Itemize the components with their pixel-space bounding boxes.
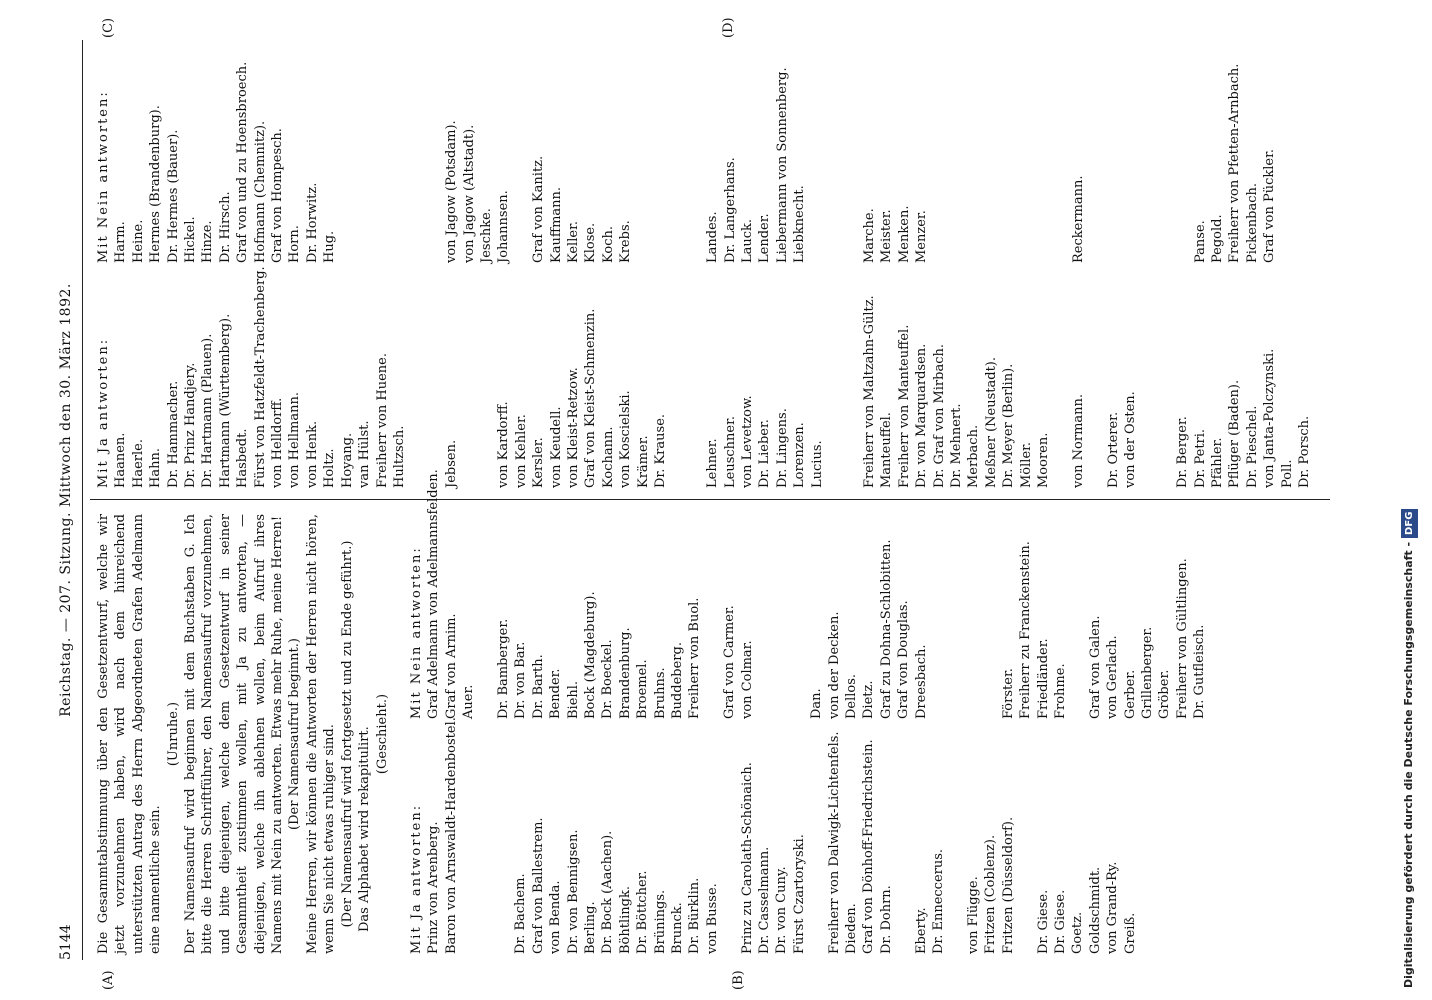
name-entry: Dr. von Bar. xyxy=(513,641,529,719)
name-entry: Freiherr von Pfetten-Arnbach. xyxy=(1227,63,1243,263)
name-entry: Dietz. xyxy=(861,680,877,719)
name-entry: Friedländer. xyxy=(1035,638,1051,719)
right-column xyxy=(95,43,1335,488)
name-entry: von Normann. xyxy=(1070,393,1086,488)
name-entry: Dan. xyxy=(809,688,825,719)
name-entry: Graf von Hompesch. xyxy=(270,128,286,263)
name-entry: Greiß. xyxy=(1122,912,1138,954)
name-entry xyxy=(1139,43,1156,263)
page-header xyxy=(58,40,80,960)
name-entry: Brünings. xyxy=(652,889,668,954)
page-number: 5144 xyxy=(58,924,74,960)
name-entry: von Kleist-Retzow. xyxy=(565,367,581,488)
column-divider xyxy=(90,499,1330,500)
name-entry: Dr. Boeckel. xyxy=(600,639,616,719)
name-entry: Prinz zu Carolath-Schönaich. xyxy=(739,762,755,954)
name-entry: van Hülst. xyxy=(357,420,373,488)
name-entry: Hermes (Brandenburg). xyxy=(148,105,164,263)
name-entry: Pfähler. xyxy=(1210,437,1225,488)
name-entry: Mooren. xyxy=(1035,432,1051,488)
name-entry: Dr. Hirsch. xyxy=(217,191,233,263)
name-entry: Heine. xyxy=(130,219,146,263)
name-entry: Lender. xyxy=(757,213,773,263)
name-entry xyxy=(1052,268,1069,488)
name-entry: Manteuffel. xyxy=(879,412,895,488)
right-nein-list xyxy=(95,43,1279,263)
left-vote-lists xyxy=(408,469,1208,954)
name-entry: Dr. Giese. xyxy=(1035,889,1051,954)
name-entry: Krebs. xyxy=(618,220,634,263)
name-entry: Dr. Bock (Aachen). xyxy=(600,830,616,954)
name-entry xyxy=(948,514,965,719)
name-entry: Meßner (Neustadt). xyxy=(983,356,999,488)
name-entry: Möller. xyxy=(1018,441,1034,488)
name-entry xyxy=(391,43,408,263)
name-entry xyxy=(895,724,912,954)
name-entry xyxy=(1122,43,1139,263)
name-entry: von Keudell. xyxy=(548,406,564,488)
name-entry: Klose. xyxy=(583,222,599,263)
name-entry: Graf Adelmann von Adelmannsfelden. xyxy=(426,469,442,719)
name-entry xyxy=(1052,43,1069,263)
nein-heading: Mit Nein antworten: xyxy=(96,90,111,263)
name-entry: Kochann. xyxy=(600,426,616,488)
intro-paragraph: Die Gesammtabstimmung über den Gesetzentwurf, welche wir jetzt vorzunehmen haben, wird nach dem hinreichend unterstützten Antrag des Herrn Abgeordneten Grafen Adelmann eine namentliche sein. xyxy=(96,514,164,954)
name-entry xyxy=(339,43,356,263)
name-entry: Brandenburg. xyxy=(617,627,633,719)
name-entry xyxy=(1087,268,1104,488)
name-entry: Meister. xyxy=(879,209,895,263)
stage-direction-done: (Geschieht.) xyxy=(374,693,390,775)
name-entry xyxy=(1105,43,1122,263)
name-entry: Reckermann. xyxy=(1070,175,1086,263)
name-entry xyxy=(687,43,704,263)
name-entry: von Busse. xyxy=(704,883,720,954)
name-entry: Dr. Dohrn. xyxy=(878,885,894,954)
name-entry xyxy=(426,268,443,488)
name-entry: von Helldorff. xyxy=(270,397,286,488)
name-entry: von der Decken. xyxy=(826,611,842,719)
stage-direction-unrest: (Unruhe.) xyxy=(165,701,181,767)
name-entry xyxy=(791,514,808,719)
name-entry: Graf von Kleist-Schmenzin. xyxy=(583,308,599,488)
name-entry: Graf von und zu Hoensbroech. xyxy=(235,61,251,263)
name-entry: Holtz. xyxy=(322,448,338,488)
name-entry: Jeschke. xyxy=(478,208,494,263)
name-entry: Hug. xyxy=(322,230,338,263)
name-entry: Freiherr von Manteuffel. xyxy=(896,324,912,488)
name-entry xyxy=(948,43,965,263)
name-entry: Graf von Dönhoff-Friedrichstein. xyxy=(861,739,877,954)
name-entry xyxy=(687,268,704,488)
left-column xyxy=(95,469,1208,954)
name-entry: von Kehler. xyxy=(513,414,529,488)
name-entry xyxy=(948,724,965,954)
name-entry xyxy=(826,268,843,488)
name-entry: von Koscielski. xyxy=(618,390,634,488)
name-entry xyxy=(1157,268,1174,488)
name-entry: Dellos. xyxy=(844,673,860,719)
name-entry: Leuschner. xyxy=(722,415,738,488)
name-entry: Keller. xyxy=(565,221,581,263)
name-entry xyxy=(1017,724,1034,954)
name-entry: Dr. Hermes (Bauer). xyxy=(165,129,181,263)
name-entry: von Janta-Polczynski. xyxy=(1262,348,1278,488)
name-entry xyxy=(461,268,478,488)
name-entry: Haerle. xyxy=(130,439,146,488)
name-entry: Graf von Kanitz. xyxy=(531,155,547,263)
name-entry: Bender. xyxy=(548,668,564,719)
name-entry: Dr. von Marquardsen. xyxy=(914,343,930,488)
name-entry: von Jagow (Potsdam). xyxy=(444,120,460,263)
name-entry xyxy=(1087,43,1104,263)
margin-marker-c: (C) xyxy=(101,17,116,38)
name-entry: Dr. Hartmann (Plauen). xyxy=(200,333,216,488)
name-entry: Prinz von Arenberg. xyxy=(426,821,442,954)
name-entry xyxy=(669,268,686,488)
name-entry: Hinze. xyxy=(200,220,216,263)
name-entry: Koch. xyxy=(600,226,616,263)
name-entry: von Levetzow. xyxy=(740,395,756,488)
name-entry xyxy=(1018,43,1035,263)
name-entry: Horn. xyxy=(287,225,303,263)
name-entry xyxy=(826,43,843,263)
name-entry: Dr. von Cuny. xyxy=(774,866,790,954)
ja-heading: Mit Ja antworten: xyxy=(408,803,424,954)
stage-direction-begin: (Der Namensaufruf beginnt.) xyxy=(287,638,303,830)
margin-marker-a: (A) xyxy=(101,970,116,990)
digitization-credit xyxy=(1400,509,1418,988)
name-entry: Dr. Prinz Handjery. xyxy=(183,362,199,488)
name-entry: Pickenbach. xyxy=(1244,183,1260,263)
name-entry: Jebsen. xyxy=(444,439,460,488)
name-entry xyxy=(965,514,982,719)
name-entry: Gerber. xyxy=(1122,669,1138,719)
name-entry: Dr. Orterer. xyxy=(1105,411,1121,488)
name-entry: Menken. xyxy=(896,205,912,263)
margin-marker-d: (D) xyxy=(721,17,736,38)
name-entry: Fritzen (Coblenz). xyxy=(983,834,999,954)
credit-text: Digitalisierung gefördert durch die Deutsche Forschungsgemeinschaft - xyxy=(1402,541,1415,988)
name-entry: von Kardorff. xyxy=(496,401,512,488)
name-entry: Eberty. xyxy=(913,907,929,954)
name-entry: von der Osten. xyxy=(1122,391,1138,488)
right-ja-list xyxy=(95,268,1313,488)
name-entry: Merbach. xyxy=(966,424,982,488)
nein-heading: Mit Nein antworten: xyxy=(408,546,424,719)
name-entry xyxy=(721,724,738,954)
name-entry: Liebknecht. xyxy=(792,185,808,263)
name-entry: von Henk. xyxy=(304,420,320,488)
margin-marker-b: (B) xyxy=(731,970,746,990)
name-entry: Graf von Galen. xyxy=(1087,615,1103,719)
name-entry: Dr. Bamberger. xyxy=(495,618,511,719)
name-entry xyxy=(931,43,948,263)
name-entry: Dr. Graf von Mirbach. xyxy=(931,344,947,488)
name-entry: Dr. Petri. xyxy=(1192,428,1208,488)
name-entry: Dr. Krause. xyxy=(653,413,668,488)
name-entry xyxy=(513,43,530,263)
name-entry xyxy=(478,514,495,719)
name-entry: Berling. xyxy=(582,901,598,954)
name-entry: Pegold. xyxy=(1210,214,1225,263)
name-entry: Bruhns. xyxy=(652,667,668,719)
name-entry: Lehner. xyxy=(705,438,721,488)
name-entry xyxy=(635,43,652,263)
name-entry: Dr. Bachem. xyxy=(513,873,529,954)
name-entry: Dr. Hammacher. xyxy=(165,380,181,488)
header-rule xyxy=(82,40,83,960)
name-entry xyxy=(773,514,790,719)
name-entry xyxy=(460,724,477,954)
name-entry: von Gerlach. xyxy=(1105,635,1121,719)
name-entry xyxy=(843,268,860,488)
name-entry xyxy=(374,43,391,263)
name-entry xyxy=(843,43,860,263)
name-entry: Hartmann (Württemberg). xyxy=(217,313,233,488)
name-entry: Dr. Barth. xyxy=(530,654,546,719)
name-entry: Hultzsch. xyxy=(391,425,407,488)
name-entry xyxy=(982,514,999,719)
name-entry: von Jagow (Altstadt). xyxy=(461,124,477,263)
name-entry: Kauffmann. xyxy=(548,186,564,263)
name-entry xyxy=(1069,514,1086,719)
name-entry: Freiherr von Huene. xyxy=(374,353,390,488)
name-entry: Lorenzen. xyxy=(792,422,808,488)
name-entry: Graf zu Dohna-Schlobitten. xyxy=(878,539,894,719)
name-entry: Auer. xyxy=(461,684,477,719)
dfg-logo: DFG xyxy=(1401,509,1418,538)
name-entry: Dr. Langerhans. xyxy=(722,157,738,263)
name-entry: Dreesbach. xyxy=(913,644,929,719)
left-nein-list xyxy=(408,469,1209,719)
name-entry: Freiherr von Dalwigk-Lichtenfels. xyxy=(826,731,842,954)
name-entry xyxy=(478,268,495,488)
name-entry xyxy=(756,514,773,719)
name-entry: Harm. xyxy=(113,221,129,263)
roll-call-paragraph: Der Namensaufruf wird beginnen mit dem Buchstaben G. Ich bitte die Herren Schriftführer, den Namensaufruf vorzunehmen, und bitte diejenigen, welche dem Gesetzentwurf in seiner Gesammtheit zustimmen wollen, mit Ja zu antworten, — diejenigen, welche ihn ablehnen wollen, beim Aufruf ihres Namens mit Nein zu antworten. Etwas mehr Ruhe, meine Herren! xyxy=(183,514,286,954)
name-entry: Johannsen. xyxy=(496,190,512,263)
name-entry xyxy=(495,724,512,954)
name-entry: Krämer. xyxy=(635,435,651,488)
name-entry: Broemel. xyxy=(635,659,651,719)
name-entry: Freiherr von Gültlingen. xyxy=(1174,558,1190,719)
name-entry: Dr. Enneccerus. xyxy=(931,848,947,954)
name-entry: Dr. Böttcher. xyxy=(635,870,651,954)
name-entry: Graf von Douglas. xyxy=(896,600,912,719)
name-entry: Menzer. xyxy=(914,210,930,263)
name-entry: Panse. xyxy=(1192,220,1208,263)
alphabet-paragraph: Das Alphabet wird rekapitulirt. xyxy=(357,726,373,932)
ja-heading: Mit Ja antworten: xyxy=(96,337,111,488)
name-entry: Goetz. xyxy=(1070,911,1086,954)
name-entry: Lauck. xyxy=(740,218,756,263)
name-entry: Pflüger (Baden). xyxy=(1227,379,1243,488)
name-entry: Hoyang. xyxy=(339,432,355,488)
name-entry xyxy=(704,514,721,719)
name-entry: Dr. Gutfleisch. xyxy=(1192,624,1208,719)
name-entry: Freiherr von Buol. xyxy=(687,597,703,719)
name-entry: Dr. Bürklin. xyxy=(687,877,703,954)
name-entry xyxy=(1139,268,1156,488)
name-entry: Dr. Lieber. xyxy=(757,419,773,488)
name-entry: Förster. xyxy=(1000,668,1016,719)
name-entry xyxy=(1000,43,1017,263)
left-ja-list xyxy=(408,717,1139,954)
name-entry: Liebermann von Sonnenberg. xyxy=(774,67,790,263)
name-entry: Fritzen (Düsseldorf). xyxy=(1000,816,1016,954)
name-entry: Dr. Porsch. xyxy=(1297,415,1313,488)
name-entry: Dr. von Bennigsen. xyxy=(565,829,581,954)
name-entry: Biehl. xyxy=(565,680,581,719)
name-entry: Brunck. xyxy=(670,902,685,954)
name-entry: Goldschmidt. xyxy=(1087,866,1103,954)
name-entry: Grillenberger. xyxy=(1139,626,1155,719)
right-vote-lists xyxy=(95,43,1335,488)
name-entry xyxy=(1035,43,1052,263)
name-entry: Böhtlingk. xyxy=(617,886,633,954)
name-entry: Graf von Carmer. xyxy=(722,605,738,719)
name-entry: Buddeberg. xyxy=(670,642,685,719)
name-entry: Lucius. xyxy=(809,440,825,488)
name-entry xyxy=(1157,43,1174,263)
name-entry: Dr. Berger. xyxy=(1175,416,1191,488)
name-entry: Dr. Horwitz. xyxy=(304,182,320,263)
name-entry: Bock (Magdeburg). xyxy=(582,591,598,719)
quiet-paragraph: Meine Herren, wir können die Antworten der Herren nicht hören, wenn Sie nicht etwas ruhiger sind. xyxy=(304,514,338,954)
name-entry: Graf von Ballestrem. xyxy=(530,817,546,954)
name-entry: Fürst Czartoryski. xyxy=(791,834,807,954)
name-entry: Fürst von Hatzfeldt-Trachenberg. xyxy=(252,266,268,488)
name-entry: Dieden. xyxy=(844,903,860,954)
name-entry xyxy=(669,43,686,263)
name-entry xyxy=(408,43,425,263)
name-entry: Gröber. xyxy=(1157,669,1173,719)
name-entry: Hofmann (Chemnitz). xyxy=(252,120,268,263)
name-entry: von Benda. xyxy=(548,880,564,954)
name-entry xyxy=(426,43,443,263)
name-entry: Dr. Pieschel. xyxy=(1244,405,1260,488)
name-entry: Baron von Arnswaldt-Hardenbostel. xyxy=(443,717,459,954)
name-entry: Poll. xyxy=(1279,459,1295,488)
name-entry: Freiherr von Maltzahn-Gültz. xyxy=(861,295,877,488)
name-entry: Dr. Lingens. xyxy=(774,408,790,488)
name-entry: Graf von Arnim. xyxy=(443,613,459,719)
name-entry xyxy=(930,514,947,719)
name-entry: von Grand-Ry. xyxy=(1105,861,1121,954)
stage-direction-continue: (Der Namensaufruf wird fortgesetzt und zu Ende geführt.) xyxy=(339,540,355,928)
name-entry xyxy=(356,43,373,263)
name-entry xyxy=(478,724,495,954)
name-entry xyxy=(408,268,425,488)
name-entry: Dr. Meyer (Berlin). xyxy=(1001,363,1017,488)
name-entry xyxy=(983,43,1000,263)
name-entry: von Flügge. xyxy=(965,876,981,954)
name-entry: Freiherr zu Franckenstein. xyxy=(1018,541,1034,719)
name-entry xyxy=(809,43,826,263)
name-entry: Hasbedt. xyxy=(235,428,251,488)
name-entry xyxy=(1174,43,1191,263)
name-entry xyxy=(965,43,982,263)
name-entry: Dr. Casselmann. xyxy=(757,846,773,954)
name-entry: Frohme. xyxy=(1052,663,1068,719)
name-entry: Marche. xyxy=(861,208,877,263)
name-entry: Hahn. xyxy=(148,448,164,488)
name-entry: Kersler. xyxy=(531,437,547,488)
page-header-title: Reichstag. — 207. Sitzung. Mittwoch den 30. März 1892. xyxy=(58,283,74,717)
name-entry xyxy=(808,724,825,954)
name-entry: von Colmar. xyxy=(739,640,755,719)
name-entry: Dr. Giese. xyxy=(1052,889,1068,954)
name-entry: Dr. Mehnert. xyxy=(948,403,964,488)
name-entry: Landes. xyxy=(705,211,721,263)
name-entry xyxy=(652,43,669,263)
name-entry: Haanen. xyxy=(113,432,129,488)
name-entry: Hickel. xyxy=(183,216,199,263)
name-entry: von Hellmann. xyxy=(287,392,303,488)
name-entry: Graf von Pückler. xyxy=(1262,148,1278,263)
